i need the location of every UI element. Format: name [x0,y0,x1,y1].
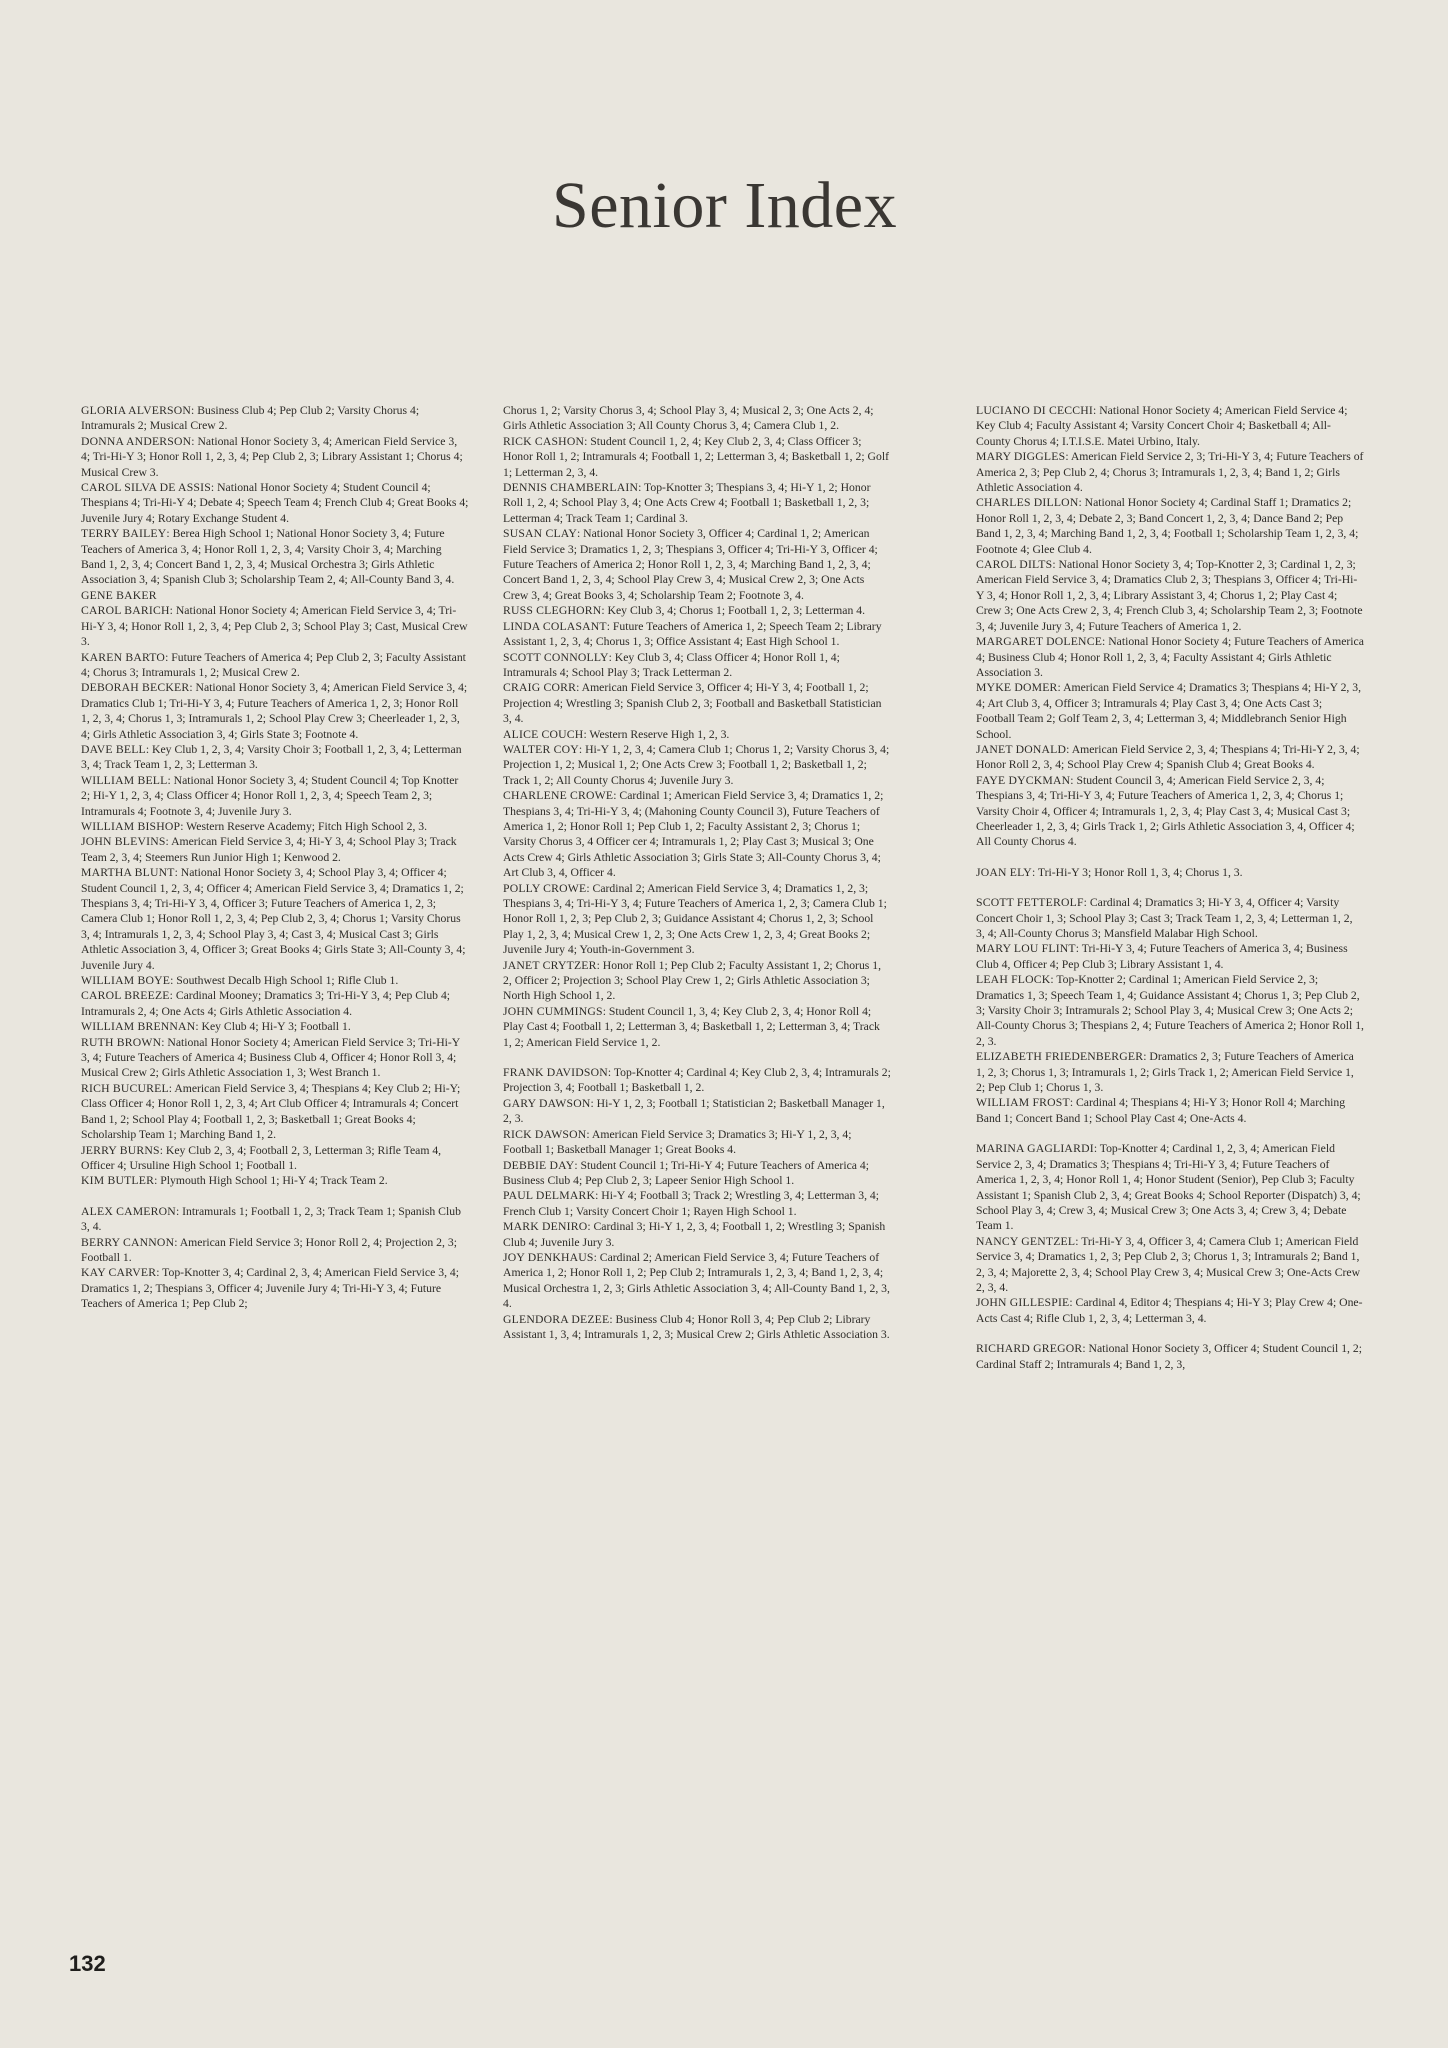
activity-list: : American Field Service 2, 3; Tri-Hi-Y 3, 4; Future Teachers of America 2, 3; Pep Club 2, 4; Chorus 3; Intramurals 1, 2, 3, 4; Band 1, 2; Girls Athletic Association 4. [976,450,1364,495]
activity-list: : National Honor Society 3, Officer 4; Student Council 1, 2; Cardinal Staff 2; Intramurals 4; Band 1, 2, 3, [976,1342,1362,1371]
activity-list: : Cardinal 4, Editor 4; Thespians 4; Hi-Y 3; Play Crew 4; One-Acts Cast 4; Rifle Club 1, 2, 3, 4; Letterman 3, 4. [976,1296,1363,1325]
student-name: WILLIAM BELL [81,773,168,787]
student-name: SCOTT CONNOLLY [503,650,609,664]
student-name: DONNA ANDERSON [81,434,192,448]
activity-list: : National Honor Society 4; American Field Service 4; Key Club 4; Faculty Assistant 4; Varsity Concert Choir 4; Basketball 4; All-County Chorus 4; I.T.I.S.E. Matei Urbino, Italy. [976,404,1348,448]
student-name: RICH BUCUREL [81,1081,169,1095]
activity-list: : National Honor Society 3, 4; School Play 3, 4; Officer 4; Student Council 1, 2, 3, 4; Officer 4; American Field Service 3, 4; Dramatics 1, 2; Thespians 3, 4; Tri-Hi-Y 3, 4, Officer 3; Future Teachers of America 1, 2, 3; Camera Club 1; Honor Roll 1, 2, 3, 4; Pep Club 2, 3, 4; Chorus 1; Varsity Chorus 3, 4; Intramurals 1, 2, 3, 4; School Play 3, 4; Cast 3, 4; Musical Cast 3; Girls Athletic Association 3, 4, Officer 3; Great Books 4; Girls State 3; All-County 3, 4; Juvenile Jury 4. [81,866,466,972]
index-entry [503,1188,891,1219]
student-name: DAVE BELL [81,742,146,756]
student-name: ELIZABETH FRIEDENBERGER [976,1050,1144,1064]
activity-list: : American Field Service 3; Honor Roll 2, 4; Projection 2, 3; Football 1. [81,1235,457,1264]
activity-list: : Southwest Decalb High School 1; Rifle Club 1. [170,974,399,988]
activity-list: : Cardinal 4; Thespians 4; Hi-Y 3; Honor Roll 4; Marching Band 1; Concert Band 1; School Play Cast 4; One-Acts 4. [976,1096,1346,1125]
activity-list: : Top-Knotter 3; Thespians 3, 4; Hi-Y 1, 2; Honor Roll 1, 2, 4; School Play 3, 4; One Acts Crew 4; Football 1; Basketball 1, 2, 3; Letterman 4; Track Team 1; Cardinal 3. [503,481,871,525]
activity-list: : Cardinal 1; American Field Service 3, 4; Dramatics 1, 2; Thespians 3, 4; Tri-Hi-Y 3, 4; (Mahoning County Council 3), Future Teachers of America 1, 2; Honor Roll 1; Pep Club 1, 2; Faculty Assistant 2, 3; Chorus 1; Varsity Chorus 3, 4 Officer cer 4; Intramurals 1, 2; Play Cast 3; Musical 3; One Acts Crew 4; Girls Athletic Association 3; Girls State 3; All-County Chorus 3, 4; Art Club 3, 4, Officer 4. [503,789,884,880]
index-entry [503,742,891,788]
index-entry [503,881,891,958]
index-entry [81,973,469,988]
index-entry [81,434,469,480]
activity-list: : Student Council 1; Tri-Hi-Y 4; Future Teachers of America 4; Business Club 4; Pep Club 2, 3; Lapeer Senior High School 1. [503,1158,869,1187]
student-name: GLENDORA DEZEE [503,1312,610,1326]
index-entry [81,650,469,681]
student-name: RICHARD GREGOR [976,1342,1083,1356]
student-name: KIM BUTLER [81,1174,155,1188]
activity-list: : Western Reserve Academy; Fitch High School 2, 3. [180,819,428,833]
student-name: DEBORAH BECKER [81,681,190,695]
student-name: CHARLES DILLON [976,496,1079,510]
student-name: WILLIAM BOYE [81,974,171,988]
student-name: GLORIA ALVERSON [81,404,192,417]
student-name: MARGARET DOLENCE [976,635,1103,649]
activity-list: : Tri-Hi-Y 3, 4, Officer 3, 4; Camera Club 1; American Field Service 3, 4; Dramatics 1, 2, 3; Pep Club 2, 3; Chorus 1, 3; Intramurals 2; Band 1, 2, 3, 4; Majorette 2, 3, 4; School Play Crew 3, 4; Musical Crew 3; One-Acts Crew 2, 3, 4. [976,1234,1361,1294]
activity-list: : Hi-Y 4; Football 3; Track 2; Wrestling 3, 4; Letterman 3, 4; French Club 1; Varsity Concert Choir 1; Rayen High School 1. [503,1189,880,1218]
activity-list: : Western Reserve High 1, 2, 3. [583,727,730,741]
index-entry [503,1219,891,1250]
index-entry [81,603,469,649]
page-number: 132 [69,1951,106,1976]
activity-list: : Key Club 3, 4; Chorus 1; Football 1, 2, 3; Letterman 4. [601,604,865,618]
activity-list: : American Field Service 3; Dramatics 3; Hi-Y 1, 2, 3, 4; Football 1; Basketball Manager 1; Great Books 4. [503,1127,852,1157]
student-name: WALTER COY [503,742,579,756]
student-name: MYKE DOMER [976,681,1058,695]
student-name: CAROL BREEZE [81,989,170,1003]
student-name: CAROL SILVA DE ASSIS [81,481,211,495]
index-entry [503,650,891,681]
index-entry [503,619,891,650]
index-entry [81,526,469,588]
index-entry [81,680,469,742]
student-name: KAREN BARTO [81,650,166,664]
student-name: MARY DIGGLES [976,450,1066,464]
student-name: ALEX CAMERON [81,1204,176,1218]
student-name: KAY CARVER [81,1266,157,1280]
index-entry [81,988,469,1019]
index-entry [976,865,1364,880]
student-name: CRAIG CORR [503,681,577,695]
student-name: JOHN BLEVINS [81,835,166,849]
activity-list: : Hi-Y 1, 2, 3, 4; Camera Club 1; Chorus 1, 2; Varsity Chorus 3, 4; Projection 1, 2; Musical 1, 2; One Acts Crew 3; Football 1, 2; Basketball 1, 2; Track 1, 2; All County Chorus 4; Juvenile Jury 3. [503,742,890,787]
index-entry [81,742,469,773]
index-entry [81,588,469,603]
activity-list: : Key Club 3, 4; Class Officer 4; Honor Roll 1, 4; Intramurals 4; School Play 3; Track Letterman 2. [503,650,840,679]
student-name: WILLIAM BISHOP [81,819,181,833]
student-name: GARY DAWSON [503,1096,591,1110]
student-name: POLLY CROWE [503,881,587,895]
activity-list: : Top-Knotter 4; Cardinal 1, 2, 3, 4; American Field Service 2, 3, 4; Dramatics 3; Thespians 4; Tri-Hi-Y 3, 4; Future Teachers of America 1, 2, 3, 4; Honor Roll 1, 4; Honor Student (Senior), Pep Club 3; Faculty Assistant 1; Spanish Club 2, 3, 4; Great Books 4; School Reporter (Dispatch) 3, 4; School Play 3, 4; Crew 3, 4; Musical Crew 3; One Acts 3, 4; Crew 3, 4; Debate Team 1. [976,1142,1361,1233]
activity-list: : American Field Service 3, 4; Thespians 4; Key Club 2; Hi-Y; Class Officer 4; Honor Roll 1, 2, 3, 4; Art Club Officer 4; Intramurals 4; Concert Band 1, 2; School Play 4; Football 1, 2, 3; Basketball 1; Great Books 4; Scholarship Team 1; Marching Band 1, 2. [81,1081,461,1142]
activity-list: : Key Club 4; Hi-Y 3; Football 1. [195,1020,351,1034]
index-entry [503,680,891,726]
index-entry [81,1265,469,1311]
student-name: SCOTT FETTEROLF [976,896,1084,910]
student-name: JOAN ELY [976,865,1032,879]
activity-list: : Business Club 4; Honor Roll 3, 4; Pep Club 2; Library Assistant 1, 3, 4; Intramurals 1, 2, 3; Musical Crew 2; Girls Athletic Association 3. [503,1312,890,1341]
index-entry [503,480,891,526]
index-entry [503,1096,891,1127]
student-name: WILLIAM BRENNAN [81,1020,196,1034]
index-entry [81,1173,469,1188]
student-name: TERRY BAILEY [81,527,167,541]
activity-list: : National Honor Society 4; American Field Service 3; Tri-Hi-Y 3, 4; Future Teachers of America 4; Business Club 4, Officer 4; Honor Roll 3, 4; Musical Crew 2; Girls Athletic Association 1, 3; West Branch 1. [81,1035,460,1080]
student-name: RICK DAWSON [503,1127,587,1141]
index-entry [976,403,1364,449]
activity-list: : Hi-Y 1, 2, 3; Football 1; Statistician 2; Basketball Manager 1, 2, 3. [503,1096,885,1126]
activity-list: : Honor Roll 1; Pep Club 2; Faculty Assistant 1, 2; Chorus 1, 2, Officer 2; Projection 3; School Play Crew 1, 2; Girls Athletic Association 3; North High School 1, 2. [503,958,882,1003]
activity-list: : Top-Knotter 3, 4; Cardinal 2, 3, 4; American Field Service 3, 4; Dramatics 1, 2; Thespians 3, Officer 4; Juvenile Jury 4; Tri-Hi-Y 3, 4; Future Teachers of America 1; Pep Club 2; [81,1266,460,1311]
student-name: LEAH FLOCK [976,973,1051,987]
student-name: MARK DENIRO [503,1220,588,1234]
student-name: PAUL DELMARK [503,1189,596,1203]
activity-list: : American Field Service 4; Dramatics 3; Thespians 4; Hi-Y 2, 3, 4; Art Club 3, 4, Officer 3; Intramurals 4; Play Cast 3, 4; One Acts Cast 3; Football Team 2; Golf Team 2, 3, 4; Letterman 3, 4; Middlebranch Senior High School. [976,681,1362,741]
index-entry [503,1127,891,1158]
activity-list: : Berea High School 1; National Honor Society 3, 4; Future Teachers of America 3, 4; Honor Roll 1, 2, 3, 4; Varsity Choir 3, 4; Marching Band 1, 2, 3, 4; Concert Band 1, 2, 3, 4; Musical Orchestra 3; Girls Athletic Association 3, 4; Spanish Club 3; Scholarship Team 2, 4; All-County Band 3, 4. [81,527,455,587]
index-entry [976,680,1364,742]
index-entry [976,557,1364,634]
index-entry [976,1095,1364,1126]
activity-list: : Key Club 1, 2, 3, 4; Varsity Choir 3; Football 1, 2, 3, 4; Letterman 3, 4; Track Team 1, 2, 3; Letterman 3. [81,742,462,772]
activity-list: : Cardinal 2; American Field Service 3, 4; Dramatics 1, 2, 3; Thespians 3, 4; Tri-Hi-Y 3, 4; Future Teachers of America 1, 2, 3; Camera Club 1; Honor Roll 1, 2, 3; Pep Club 2, 3; Guidance Assistant 4; Chorus 1, 2, 3; School Play 1, 2, 3, 4; Musical Crew 1, 2, 3; One Acts Crew 1, 2, 3, 4; Great Books 2; Juvenile Jury 4; Youth-in-Government 3. [503,881,887,957]
student-name: CHARLENE CROWE [503,789,614,803]
student-name: NANCY GENTZEL [976,1234,1076,1248]
student-name: CAROL DILTS [976,558,1053,572]
activity-list: : Student Council 3, 4; American Field Service 2, 3, 4; Thespians 3, 4; Tri-Hi-Y 3, 4; Future Teachers of America 1, 2, 3, 4; Chorus 1; Varsity Choir 4, Officer 4; Intramurals 1, 2, 3, 4; Play Cast 3, 4; Musical Cast 3; Cheerleader 1, 2, 3, 4; Girls Track 1, 2; Girls Athletic Association 3, 4, Officer 4; All County Chorus 4. [976,773,1355,849]
student-name: FRANK DAVIDSON [503,1066,608,1080]
index-column-1 [81,403,469,1312]
activity-list: : Tri-Hi-Y 3, 4; Future Teachers of America 3, 4; Business Club 4, Officer 4; Pep Club 3; Library Assistant 1, 4. [976,942,1348,971]
student-name: LUCIANO DI CECCHI [976,404,1094,417]
activity-list: Chorus 1, 2; Varsity Chorus 3, 4; School Play 3, 4; Musical 2, 3; One Acts 2, 4; Girls Athletic Association 3; All County Chorus 3, 4; Camera Club 1, 2. [503,404,874,433]
student-name: ALICE COUCH [503,727,584,741]
student-name: SUSAN CLAY [503,527,577,541]
student-name: JOHN CUMMINGS [503,1004,603,1018]
activity-list: : Dramatics 2, 3; Future Teachers of America 1, 2, 3; Chorus 1, 3; Intramurals 1, 2; Girls Track 1, 2; American Field Service 1, 2; Pep Club 1; Chorus 1, 3. [976,1050,1354,1095]
index-entry [976,1234,1364,1296]
index-column-2 [503,403,891,1342]
activity-list: : National Honor Society 3, 4; Student Council 4; Top Knotter 2; Hi-Y 1, 2, 3, 4; Class Officer 4; Honor Roll 1, 2, 3, 4; Speech Team 2, 3; Intramurals 4; Footnote 3, 4; Juvenile Jury 3. [81,773,459,818]
student-name: BERRY CANNON [81,1235,175,1249]
index-entry [81,1204,469,1235]
student-name: RUSS CLEGHORN [503,604,602,618]
activity-list: : National Honor Society 4; Future Teachers of America 4; Business Club 4; Honor Roll 1, 2, 3, 4; Faculty Assistant 4; Girls Athletic Association 3. [976,635,1364,679]
index-entry [503,958,891,1004]
student-name: MARTHA BLUNT [81,866,175,880]
index-entry [976,773,1364,850]
student-name: RUTH BROWN [81,1035,162,1049]
activity-list: : Student Council 1, 3, 4; Key Club 2, 3, 4; Honor Roll 4; Play Cast 4; Football 1, 2; Letterman 3, 4; Basketball 1, 2; Letterman 3, 4; Track 1, 2; American Field Service 1, 2. [503,1004,880,1049]
activity-list: : American Field Service 2, 3, 4; Thespians 4; Tri-Hi-Y 2, 3, 4; Honor Roll 2, 3, 4; School Play Crew 4; Spanish Club 4; Great Books 4. [976,742,1360,772]
page-title: Senior Index [552,169,898,242]
index-entry [976,1341,1364,1372]
activity-list: : National Honor Society 3, 4; American Field Service 3, 4; Dramatics Club 1; Tri-Hi-Y 3, 4; Future Teachers of America 1, 2, 3; Honor Roll 1, 2, 3, 4; Chorus 1, 3; Intramurals 1, 2; School Play Crew 3; Cheerleader 1, 2, 3, 4; Girls Athletic Association 3, 4; Girls State 3; Footnote 4. [81,681,468,741]
index-entry [976,634,1364,680]
activity-list: : Future Teachers of America 4; Pep Club 2, 3; Faculty Assistant 4; Chorus 3; Intramurals 1, 2; Musical Crew 2. [81,650,466,679]
index-entry [81,819,469,834]
activity-list: : Key Club 2, 3, 4; Football 2, 3, Letterman 3; Rifle Team 4, Officer 4; Ursuline High School 1; Football 1. [81,1143,442,1172]
index-entry [81,865,469,973]
index-entry [976,495,1364,557]
activity-list: : Student Council 1, 2, 4; Key Club 2, 3, 4; Class Officer 3; Honor Roll 1, 2; Intramurals 4; Football 1, 2; Letterman 3, 4; Basketball 1, 2; Golf 1; Letterman 2, 3, 4. [503,434,889,479]
index-entry [976,895,1364,941]
index-entry [81,773,469,819]
activity-list: : Cardinal 3; Hi-Y 1, 2, 3, 4; Football 1, 2; Wrestling 3; Spanish Club 4; Juvenile Jury 3. [503,1220,886,1249]
activity-list: : Top-Knotter 4; Cardinal 4; Key Club 2, 3, 4; Intramurals 2; Projection 3, 4; Football 1; Basketball 1, 2. [503,1066,891,1095]
index-entry [503,1312,891,1343]
activity-list: : Future Teachers of America 1, 2; Speech Team 2; Library Assistant 1, 2, 3, 4; Chorus 1, 3; Office Assistant 4; East High School 1. [503,619,882,649]
student-name: DENNIS CHAMBERLAIN [503,481,639,495]
index-entry [503,403,891,434]
index-entry [81,1081,469,1143]
index-entry [81,403,469,434]
student-name: JERRY BURNS [81,1143,160,1157]
student-name: MARY LOU FLINT [976,942,1076,956]
index-entry [503,1065,891,1096]
student-name: LINDA COLASANT [503,619,607,633]
activity-list: : Business Club 4; Pep Club 2; Varsity Chorus 4; Intramurals 2; Musical Crew 2. [81,404,420,433]
index-entry [976,941,1364,972]
activity-list: : Tri-Hi-Y 3; Honor Roll 1, 3, 4; Chorus 1, 3. [1031,865,1243,879]
activity-list: : Cardinal Mooney; Dramatics 3; Tri-Hi-Y 3, 4; Pep Club 4; Intramurals 2, 4; One Acts 4; Girls Athletic Association 4. [81,989,451,1018]
student-name: MARINA GAGLIARDI [976,1142,1094,1156]
index-entry [81,1035,469,1081]
student-name: FAYE DYCKMAN [976,773,1071,787]
student-name: WILLIAM FROST [976,1096,1070,1110]
student-name: JANET DONALD [976,742,1067,756]
index-entry [503,1250,891,1312]
student-name: GENE BAKER [81,588,157,602]
activity-list: : Cardinal 4; Dramatics 3; Hi-Y 3, 4, Officer 4; Varsity Concert Choir 1, 3; School Play 3; Cast 3; Track Team 1, 2, 3, 4; Letterman 1, 2, 3, 4; All-County Chorus 3; Mansfield Malabar High School. [976,896,1353,940]
index-entry [976,1295,1364,1326]
activity-list: : National Honor Society 4; Cardinal Staff 1; Dramatics 2; Honor Roll 1, 2, 3, 4; Debate 2, 3; Band Concert 1, 2, 3, 4; Dance Band 2; Pep Band 1, 2, 3, 4; Marching Band 1, 2, 3, 4; Football 1; Scholarship Team 1, 2, 3, 4; Footnote 4; Glee Club 4. [976,496,1359,556]
index-entry [503,1158,891,1189]
index-entry [976,1141,1364,1233]
activity-list: : Intramurals 1; Football 1, 2, 3; Track Team 1; Spanish Club 3, 4. [81,1204,461,1234]
activity-list: : National Honor Society 4; Student Council 4; Thespians 4; Tri-Hi-Y 4; Debate 4; Speech Team 4; French Club 4; Great Books 4; Juvenile Jury 4; Rotary Exchange Student 4. [81,481,469,525]
index-column-3 [976,403,1364,1372]
index-entry [976,972,1364,1049]
index-entry [81,1019,469,1034]
index-entry [503,788,891,880]
index-entry [976,449,1364,495]
index-entry [976,1049,1364,1095]
activity-list: : American Field Service 3, 4; Hi-Y 3, 4; School Play 3; Track Team 2, 3, 4; Steemers Run Junior High 1; Kenwood 2. [81,835,457,864]
index-entry [81,1235,469,1266]
student-name: DEBBIE DAY [503,1158,575,1172]
index-entry [976,742,1364,773]
index-entry [81,480,469,526]
activity-list: : National Honor Society 3, 4; Top-Knotter 2, 3; Cardinal 1, 2, 3; American Field Service 3, 4; Dramatics Club 2, 3; Thespians 3, Officer 4; Tri-Hi-Y 3, 4; Honor Roll 1, 2, 3, 4; Library Assistant 3, 4; Chorus 1, 2; Play Cast 4; Crew 3; One Acts Crew 2, 3, 4; French Club 3, 4; Scholarship Team 2, 3; Footnote 3, 4; Juvenile Jury 3, 4; Future Teachers of America 1, 2. [976,558,1363,633]
activity-list: : Cardinal 2; American Field Service 3, 4; Future Teachers of America 1, 2; Honor Roll 1, 2; Pep Club 2; Intramurals 1, 2, 3, 4; Band 1, 2, 3, 4; Musical Orchestra 1, 2, 3; Girls Athletic Association 3, 4; All-County Band 1, 2, 3, 4. [503,1250,890,1311]
index-entry [503,434,891,480]
activity-list: : American Field Service 3, Officer 4; Hi-Y 3, 4; Football 1, 2; Projection 4; Wrestling 3; Spanish Club 2, 3; Football and Basketball Statistician 3, 4. [503,681,882,726]
index-entry [503,1004,891,1050]
index-entry [81,834,469,865]
student-name: JOY DENKHAUS [503,1250,594,1264]
student-name: JANET CRYTZER [503,958,597,972]
index-entry [503,603,891,618]
student-name: JOHN GILLESPIE [976,1296,1070,1310]
index-entry [503,526,891,603]
activity-list: : Plymouth High School 1; Hi-Y 4; Track Team 2. [154,1174,388,1188]
index-entry [81,1143,469,1174]
activity-list: : National Honor Society 3, 4; American Field Service 3, 4; Tri-Hi-Y 3; Honor Roll 1, 2, 3, 4; Pep Club 2, 3; Library Assistant 1; Chorus 4; Musical Crew 3. [81,434,463,479]
activity-list: : National Honor Society 3, Officer 4; Cardinal 1, 2; American Field Service 3; Dramatics 1, 2, 3; Thespians 3, Officer 4; Tri-Hi-Y 3, Officer 4; Future Teachers of America 2; Honor Roll 1, 2, 3, 4; Marching Band 1, 2, 3, 4; Concert Band 1, 2, 3, 4; School Play Crew 3, 4; Musical Crew 2, 3; One Acts Crew 3, 4; Great Books 3, 4; Scholarship Team 2; Footnote 3, 4. [503,527,878,602]
student-name: CAROL BARICH [81,604,170,618]
index-entry [503,727,891,742]
activity-list: : National Honor Society 4; American Field Service 3, 4; Tri-Hi-Y 3, 4; Honor Roll 1, 2, 3, 4; Pep Club 2, 3; School Play 3; Cast, Musical Crew 3. [81,604,468,649]
activity-list: : Top-Knotter 2; Cardinal 1; American Field Service 2, 3; Dramatics 1, 3; Speech Team 1, 4; Guidance Assistant 4; Chorus 1, 3; Pep Club 2, 3; Varsity Choir 3; Intramurals 2; School Play 3, 4; Musical Crew 3; One Acts 2; All-County Chorus 3; Thespians 2, 4; Future Teachers of America 2; Honor Roll 1, 2, 3. [976,973,1364,1048]
student-name: RICK CASHON [503,434,585,448]
